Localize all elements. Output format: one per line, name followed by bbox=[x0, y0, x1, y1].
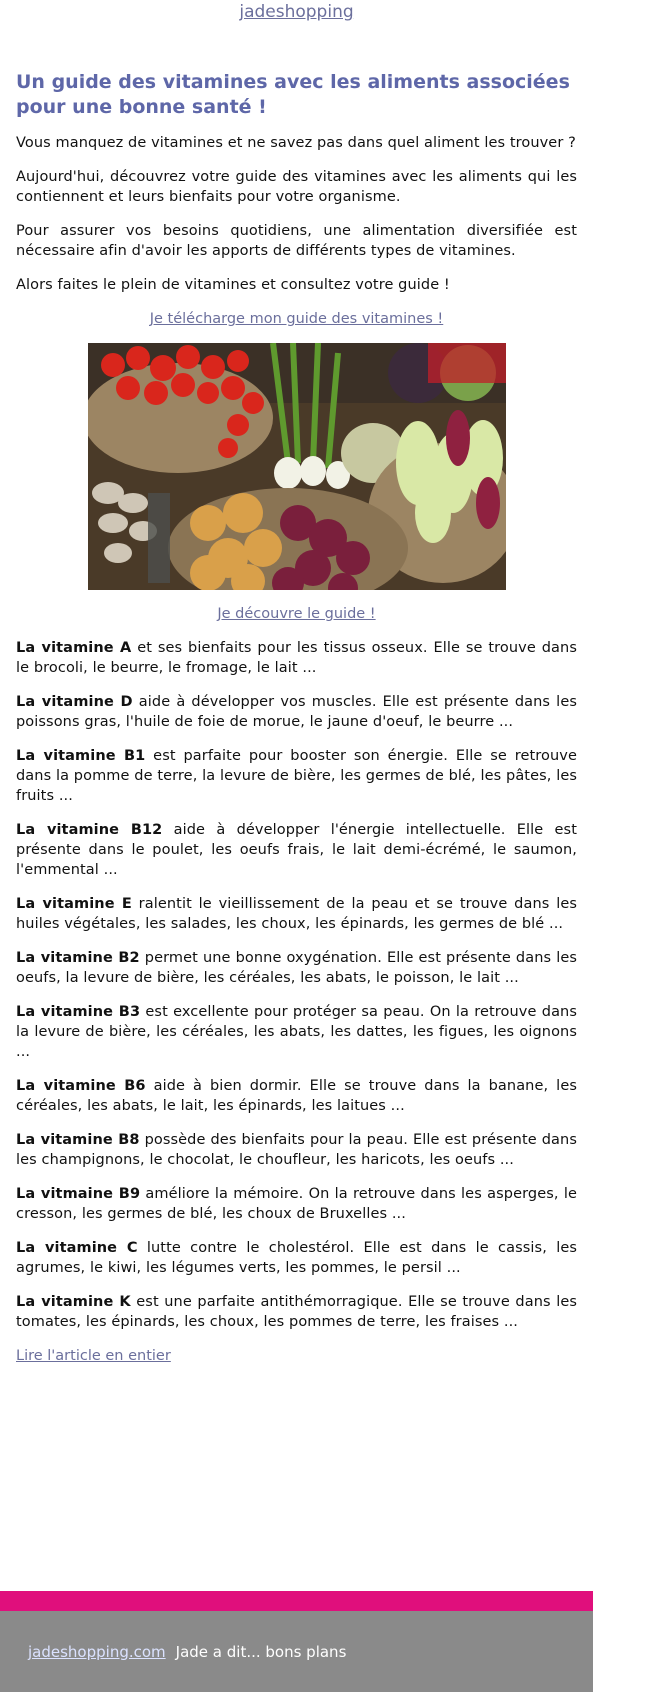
vitamin-description: ralentit le vieillissement de la peau et se trouve dans les huiles végétales, les salades, les choux, les épinards, les germes de blé ... bbox=[16, 896, 577, 932]
intro-paragraph: Aujourd'hui, découvrez votre guide des vitamines avec les aliments qui les contiennent et leurs bienfaits pour votre organisme. bbox=[16, 169, 577, 205]
vitamin-name: La vitamine B8 bbox=[16, 1132, 140, 1148]
vitamin-description: possède des bienfaits pour la peau. Elle est présente dans les champignons, le chocolat, le choufleur, les haricots, les oeufs ... bbox=[16, 1132, 577, 1168]
vitamin-description: aide à développer vos muscles. Elle est présente dans les poissons gras, l'huile de foie de morue, le jaune d'oeuf, le beurre ... bbox=[16, 694, 577, 730]
footer-tagline: Jade a dit... bons plans bbox=[175, 1642, 347, 1661]
vitamin-paragraph bbox=[16, 894, 577, 934]
vitamin-name: La vitamine B2 bbox=[16, 950, 140, 966]
vitamin-name: La vitamine C bbox=[16, 1240, 138, 1256]
footer-logo-link[interactable]: jadeshopping.com bbox=[28, 1642, 166, 1661]
vitamin-name: La vitamine K bbox=[16, 1294, 131, 1310]
vitamin-name: La vitamine B12 bbox=[16, 822, 163, 838]
vitamin-description: aide à développer l'énergie intellectuelle. Elle est présente dans le poulet, les oeufs frais, le lait demi-écrémé, le saumon, l'emmental ... bbox=[16, 822, 577, 878]
vitamin-name: La vitamine B3 bbox=[16, 1004, 141, 1020]
vitamin-paragraph bbox=[16, 1002, 577, 1062]
intro-paragraph: Vous manquez de vitamines et ne savez pas dans quel aliment les trouver ? bbox=[16, 135, 576, 151]
article-title: Un guide des vitamines avec les aliments associées pour une bonne santé ! bbox=[16, 71, 570, 118]
header-logo-link[interactable]: jadeshopping bbox=[239, 2, 354, 22]
intro-paragraph: Pour assurer vos besoins quotidiens, une alimentation diversifiée est nécessaire afin d'avoir les apports de différents types de vitamines. bbox=[16, 223, 577, 259]
vitamin-paragraph bbox=[16, 1292, 577, 1332]
footer bbox=[0, 1611, 593, 1692]
article bbox=[0, 70, 593, 1366]
vitamin-paragraph bbox=[16, 820, 577, 880]
vitamin-description: permet une bonne oxygénation. Elle est présente dans les oeufs, la levure de bière, les céréales, les abats, le poisson, le lait ... bbox=[16, 950, 577, 986]
vegetables-photo[interactable] bbox=[88, 343, 506, 590]
vitamin-paragraph bbox=[16, 1130, 577, 1170]
intro-paragraph: Alors faites le plein de vitamines et consultez votre guide ! bbox=[16, 277, 450, 293]
vitamin-name: La vitamine B6 bbox=[16, 1078, 146, 1094]
vitamin-description: est une parfaite antithémorragique. Elle se trouve dans les tomates, les épinards, les choux, les pommes de terre, les fraises ... bbox=[16, 1294, 578, 1330]
vitamin-paragraph bbox=[16, 1184, 577, 1224]
vitamin-description: améliore la mémoire. On la retrouve dans les asperges, le cresson, les germes de blé, les choux de Bruxelles ... bbox=[16, 1186, 577, 1222]
vitamin-description: aide à bien dormir. Elle se trouve dans la banane, les céréales, les abats, le lait, les épinards, les laitues ... bbox=[16, 1078, 577, 1114]
read-full-article-link[interactable]: Lire l'article en entier bbox=[16, 1348, 171, 1364]
vitamin-paragraph bbox=[16, 746, 577, 806]
vitamin-paragraph bbox=[16, 692, 577, 732]
vitamin-paragraph bbox=[16, 948, 577, 988]
vitamin-name: La vitmaine B9 bbox=[16, 1186, 141, 1202]
discover-guide-link[interactable]: Je découvre le guide ! bbox=[217, 606, 376, 622]
vitamin-description: et ses bienfaits pour les tissus osseux. Elle se trouve dans le brocoli, le beurre, le fromage, le lait ... bbox=[16, 640, 577, 676]
vitamin-name: La vitamine D bbox=[16, 694, 133, 710]
vitamin-description: est excellente pour protéger sa peau. On la retrouve dans la levure de bière, les céréales, les abats, les dattes, les figues, les oignons ... bbox=[16, 1004, 578, 1060]
vitamin-name: La vitamine E bbox=[16, 896, 132, 912]
vitamin-paragraph bbox=[16, 1076, 577, 1116]
vitamin-list bbox=[16, 638, 577, 1332]
footer-accent-bar bbox=[0, 1591, 593, 1611]
download-guide-link[interactable]: Je télécharge mon guide des vitamines ! bbox=[149, 311, 444, 327]
vitamin-description: est parfaite pour booster son énergie. Elle se retrouve dans la pomme de terre, la levure de bière, les germes de blé, les pâtes, les fruits ... bbox=[16, 748, 577, 804]
vitamin-description: lutte contre le cholestérol. Elle est dans le cassis, les agrumes, le kiwi, les légumes verts, les pommes, le persil ... bbox=[16, 1240, 577, 1276]
vitamin-name: La vitamine B1 bbox=[16, 748, 146, 764]
vitamin-paragraph bbox=[16, 638, 577, 678]
vitamin-paragraph bbox=[16, 1238, 577, 1278]
vitamin-name: La vitamine A bbox=[16, 640, 132, 656]
